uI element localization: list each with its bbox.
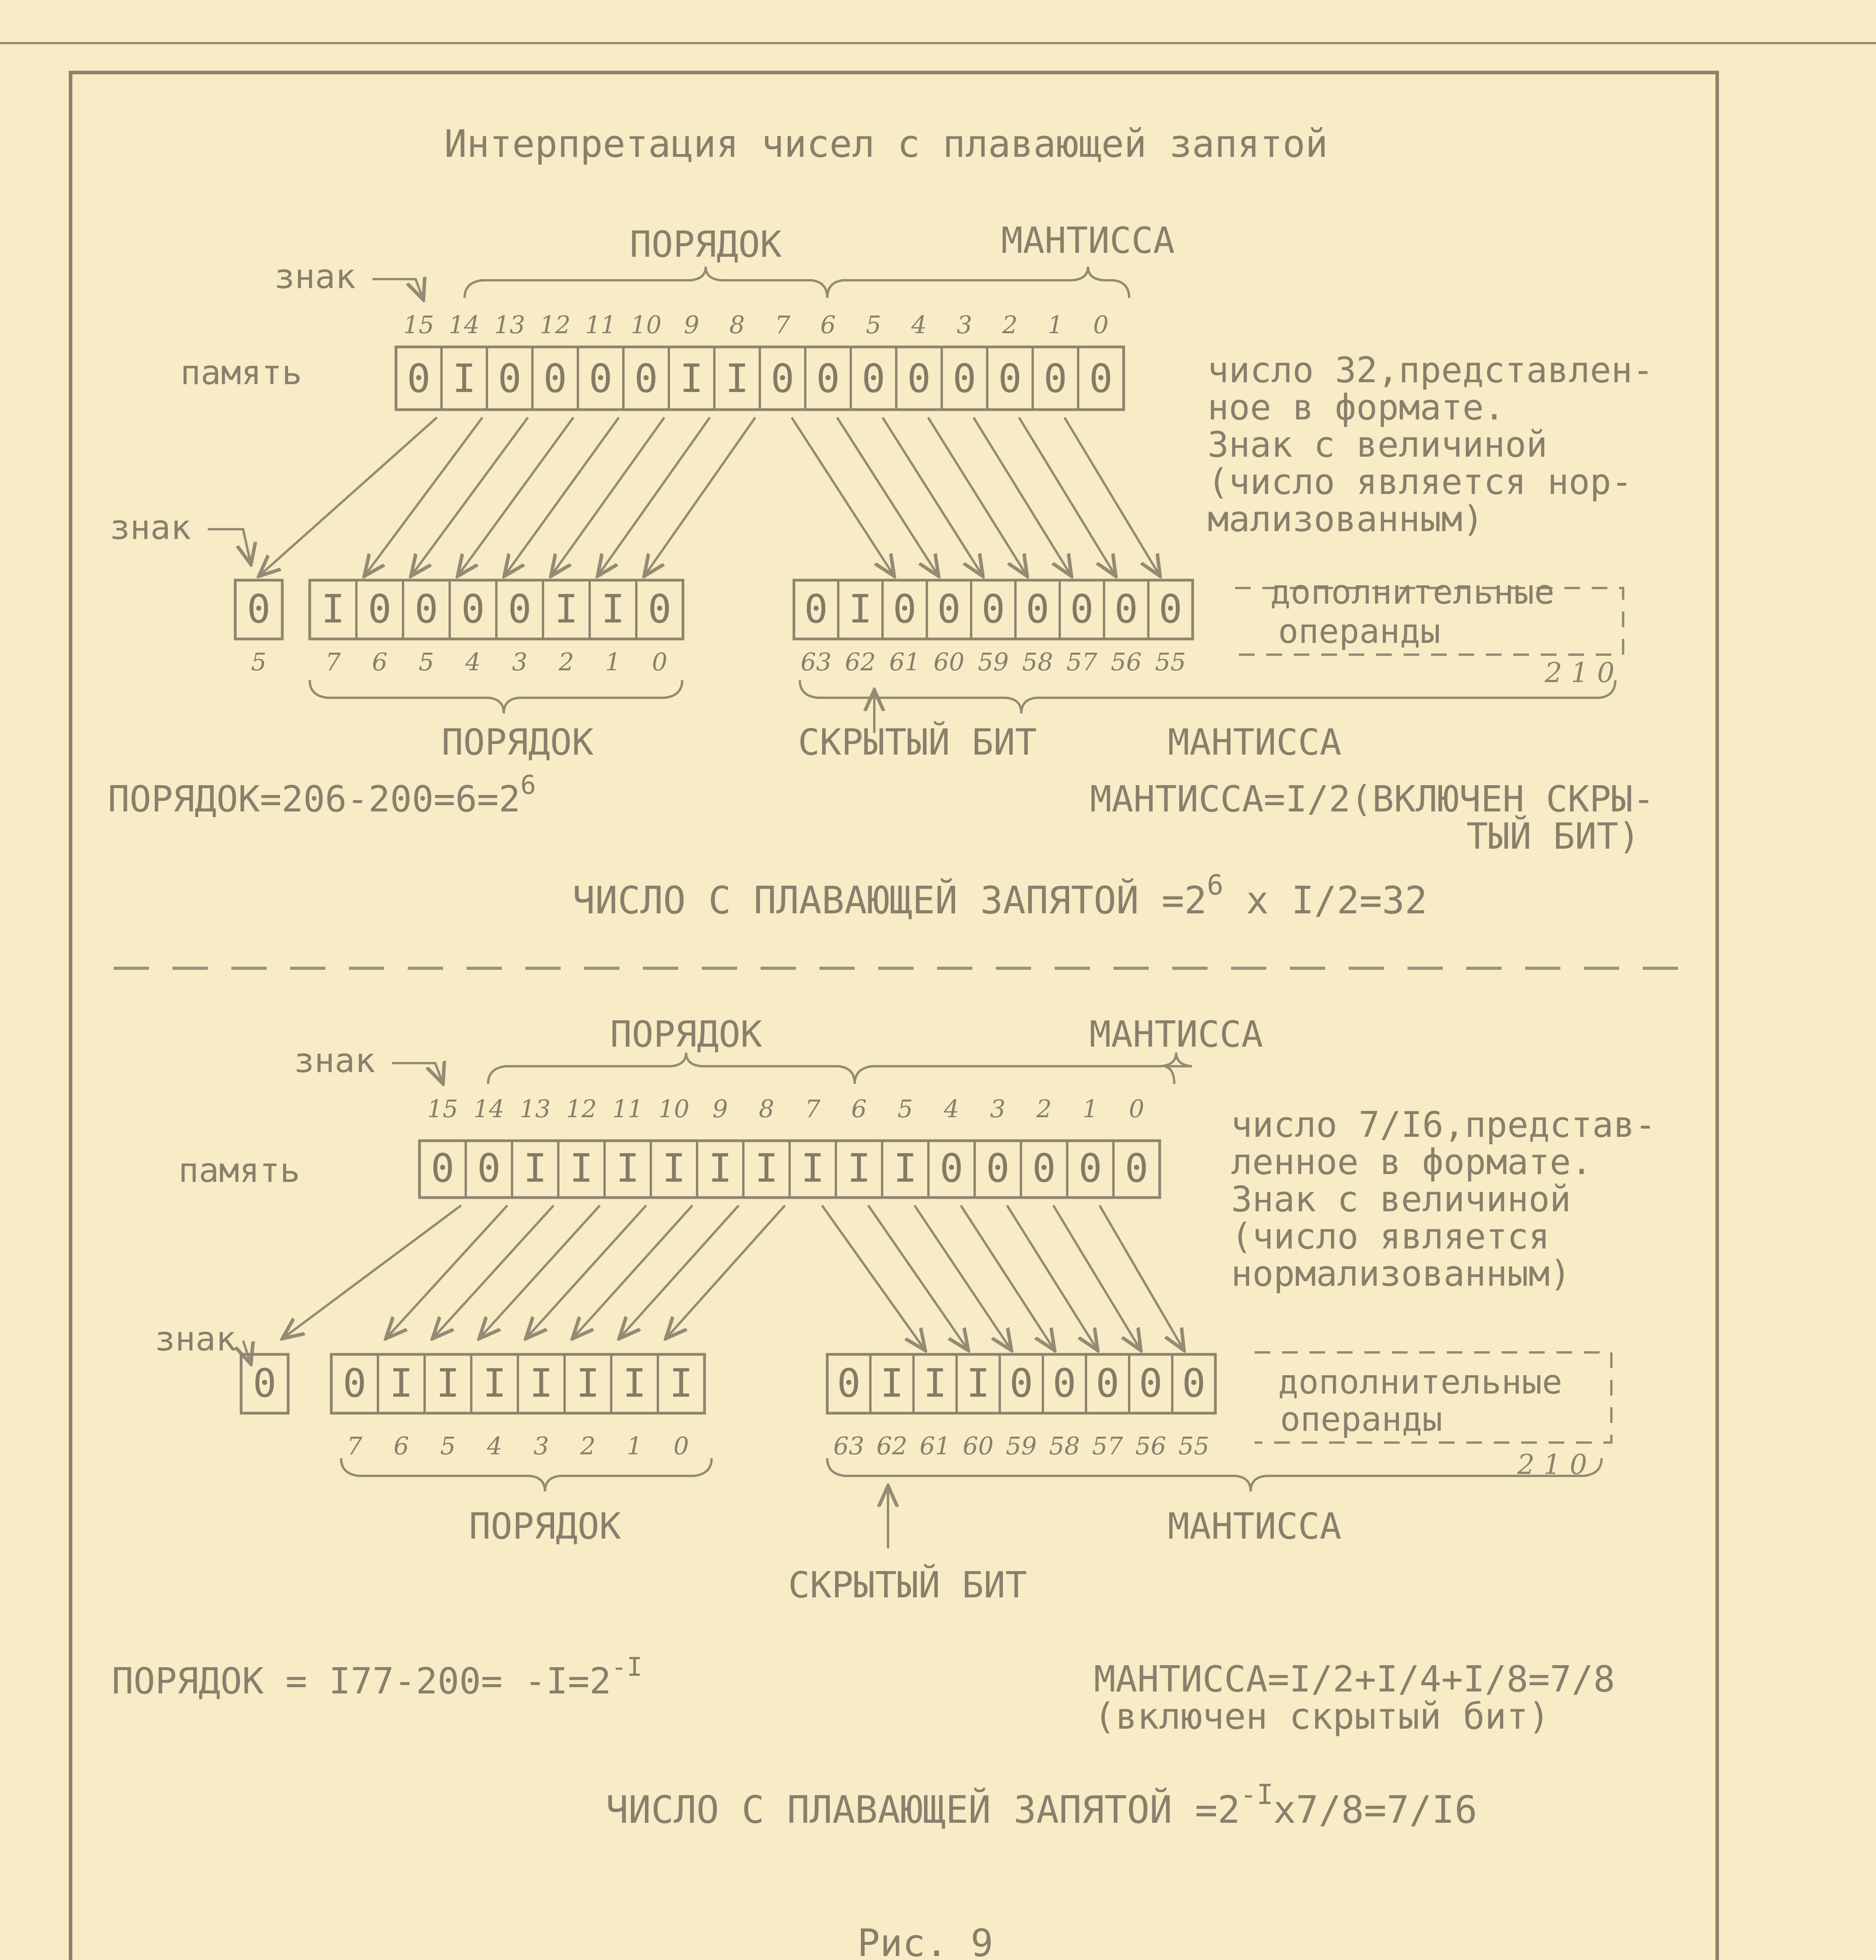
ex2-mantissa-bit: I xyxy=(923,1360,947,1406)
ex2-exponent-bit-number: 3 xyxy=(533,1432,549,1460)
ex2-hidden-bit-label: СКРЫТЫЙ БИТ xyxy=(788,1564,1027,1606)
ex2-desc-line1: число 7/I6,представ- xyxy=(1231,1104,1656,1145)
ex2-memory-bit-number: 13 xyxy=(519,1094,551,1123)
ex1-memory-bit: 0 xyxy=(588,356,613,402)
ex2-mapping-arrow xyxy=(915,1205,1012,1350)
ex1-mapping-arrow xyxy=(504,417,619,576)
ex1-desc-line5: мализованным) xyxy=(1208,499,1484,540)
ex1-mantissa-bit-number: 63 xyxy=(801,648,832,676)
ex1-memory-bit-number: 0 xyxy=(1093,310,1109,339)
ex2-mantissa-bit-number: 61 xyxy=(919,1432,951,1460)
ex2-memory-bit-number: 8 xyxy=(759,1094,774,1123)
ex1-exponent-brace-top xyxy=(465,267,827,298)
ex1-memory-bit-number: 8 xyxy=(729,310,745,339)
ex1-mantissa-label-bottom: МАНТИССА xyxy=(1168,721,1342,763)
ex1-desc-line1: число 32,представлен- xyxy=(1208,350,1654,391)
ex2-mantissa-bit: 0 xyxy=(1182,1360,1206,1406)
ex1-mapping-arrow xyxy=(259,417,437,576)
ex2-desc-line4: (число является xyxy=(1231,1216,1550,1257)
ex2-memory-bit: I xyxy=(662,1145,686,1191)
ex1-mantissa-bit-number: 56 xyxy=(1111,648,1142,676)
ex2-exponent-register xyxy=(331,1354,705,1413)
ex1-desc-line4: (число является нор- xyxy=(1208,461,1633,503)
ex1-memory-bit-number: 10 xyxy=(630,310,662,339)
ex2-mantissa-bit-number: 58 xyxy=(1049,1432,1080,1460)
ex2-mantissa-bit-number: 62 xyxy=(876,1432,908,1460)
ex2-mantissa-bit-number: 60 xyxy=(963,1432,994,1460)
ex2-result: ЧИСЛО С ПЛАВАЮЩЕЙ ЗАПЯТОЙ $=2^{-I}x7/8=7/I6$ xyxy=(606,1779,1477,1832)
ex1-mantissa-register xyxy=(794,580,1193,639)
ex2-mapping-arrow xyxy=(619,1205,739,1339)
ex2-mantissa-bit-number: 55 xyxy=(1178,1432,1210,1460)
ex1-memory-bit-number: 1 xyxy=(1048,310,1063,339)
ex2-exponent-bit: I xyxy=(576,1360,600,1406)
ex1-mantissa-bit-number: 58 xyxy=(1022,648,1053,676)
ex2-exponent-bit: I xyxy=(436,1360,460,1406)
ex2-mapping-arrow xyxy=(282,1205,461,1339)
ex1-memory-bit-number: 6 xyxy=(820,310,836,339)
ex1-mantissa-bit-number: 55 xyxy=(1155,648,1186,676)
ex2-extra-bit-numbers: 2 1 0 xyxy=(1517,1448,1587,1481)
ex1-memory-register xyxy=(396,347,1124,410)
ex2-mantissa-bit: I xyxy=(966,1360,990,1406)
ex1-memory-bit-number: 15 xyxy=(403,310,434,339)
ex2-description xyxy=(1231,1104,1656,1294)
ex2-mantissa-bit: 0 xyxy=(1139,1360,1163,1406)
ex1-exponent-bit-number: 6 xyxy=(372,648,388,676)
ex2-memory-bit-number: 0 xyxy=(1129,1094,1144,1123)
ex2-exponent-bit: I xyxy=(483,1360,507,1406)
ex2-desc-line3: Знак с величиной xyxy=(1231,1179,1571,1220)
ex1-extra-bit-numbers: 2 1 0 xyxy=(1545,657,1615,689)
ex1-memory-bit-number: 5 xyxy=(866,310,881,339)
ex2-memory-bit: 0 xyxy=(1124,1145,1149,1191)
ex1-mapping-arrow xyxy=(597,417,710,576)
ex1-memory-bit-number: 11 xyxy=(585,310,616,339)
ex1-extra-operands-line2: операнды xyxy=(1278,612,1441,651)
ex1-mantissa-formula-line2: ТЫЙ БИТ) xyxy=(1466,815,1640,857)
ex1-desc-line2: ное в формате. xyxy=(1208,387,1505,428)
ex1-mapping-arrow xyxy=(792,417,894,576)
ex1-exponent-bit: 0 xyxy=(368,586,392,632)
ex1-mapping-arrow xyxy=(973,417,1071,576)
ex2-memory-bit: I xyxy=(847,1145,871,1191)
ex1-memory-bit: 0 xyxy=(770,356,795,402)
ex2-mantissa-brace-top xyxy=(855,1053,1192,1084)
ex2-mantissa-formula-line2: (включен скрытый бит) xyxy=(1094,1695,1550,1737)
ex2-exponent-brace-top xyxy=(488,1053,855,1084)
ex1-mantissa-bit: 0 xyxy=(937,586,961,632)
ex1-memory-bit: I xyxy=(725,356,749,402)
ex2-sign-register xyxy=(241,1354,288,1413)
ex1-memory-bit: 0 xyxy=(498,356,522,402)
page-title: Интерпретация чисел с плавающей запятой xyxy=(444,122,1328,166)
ex2-memory-bit-number: 10 xyxy=(658,1094,690,1123)
ex1-memory-bit: 0 xyxy=(816,356,840,402)
ex2-exponent-brace-bottom xyxy=(341,1458,712,1492)
ex1-result: ЧИСЛО С ПЛАВАЮЩЕЙ ЗАПЯТОЙ $=2^6$ x I/2=32 xyxy=(572,869,1427,922)
ex1-exponent-bit-number: 3 xyxy=(512,648,528,676)
ex2-memory-bit-number: 5 xyxy=(897,1094,913,1123)
ex1-exponent-register xyxy=(310,580,683,639)
ex1-memory-bit-number: 2 xyxy=(1002,310,1018,339)
ex1-desc-line3: Знак с величиной xyxy=(1208,424,1547,465)
figure-caption: Рис. 9 xyxy=(857,1921,993,1960)
ex1-mapping-arrow xyxy=(837,417,939,576)
ex1-mapping-arrow xyxy=(551,417,664,576)
ex1-sign-label-lower: знак xyxy=(110,508,191,547)
ex2-mapping-arrow xyxy=(1007,1205,1098,1350)
ex2-mapping-arrow xyxy=(526,1205,646,1339)
ex1-mantissa-bit-number: 60 xyxy=(933,648,964,676)
example1 xyxy=(108,220,1654,922)
ex1-exponent-bit: I xyxy=(554,586,578,632)
ex1-mapping-arrow xyxy=(644,417,755,576)
ex2-mapping-arrow xyxy=(1100,1205,1184,1350)
ex1-mapping-arrow xyxy=(1019,417,1116,576)
ex2-exponent-bit: I xyxy=(623,1360,647,1406)
ex1-memory-bit-number: 7 xyxy=(775,310,790,339)
ex1-exponent-bit: 0 xyxy=(414,586,438,632)
ex1-exponent-bit-number: 1 xyxy=(605,648,621,676)
ex2-desc-line2: ленное в формате. xyxy=(1231,1142,1593,1183)
ex1-exponent-bit: 0 xyxy=(508,586,532,632)
ex2-mantissa-bit: I xyxy=(880,1360,904,1406)
ex1-mantissa-bit: 0 xyxy=(981,586,1005,632)
ex2-exponent-bit-number: 5 xyxy=(440,1432,456,1460)
ex2-mapping-arrow xyxy=(479,1205,600,1339)
ex1-memory-bit: 0 xyxy=(861,356,886,402)
ex1-memory-bit-number: 4 xyxy=(911,310,927,339)
ex1-exponent-bit-number: 2 xyxy=(558,648,574,676)
ex2-memory-bit: 0 xyxy=(430,1145,455,1191)
ex2-mantissa-bit: 0 xyxy=(1009,1360,1033,1406)
ex1-memory-bit: 0 xyxy=(543,356,567,402)
ex1-memory-bit-numbers xyxy=(403,310,1109,339)
ex2-exponent-label-bottom: ПОРЯДОК xyxy=(469,1505,621,1547)
ex1-description xyxy=(1208,350,1654,540)
ex2-exponent-bit-number: 4 xyxy=(487,1432,503,1460)
ex1-exponent-bit-number: 0 xyxy=(652,648,668,676)
ex2-extra-operands-line1: дополнительные xyxy=(1278,1363,1562,1402)
ex1-memory-bit-number: 13 xyxy=(494,310,525,339)
example2 xyxy=(112,1013,1656,1832)
ex1-sign-bit-number: 5 xyxy=(251,648,267,676)
ex2-exponent-bit-number: 7 xyxy=(347,1432,363,1460)
ex2-memory-bit-number: 7 xyxy=(805,1094,821,1123)
ex1-mantissa-formula-line1: МАНТИССА=I/2(ВКЛЮЧЕН СКРЫ- xyxy=(1090,778,1655,820)
ex1-mantissa-brace-top xyxy=(827,267,1129,298)
ex2-memory-register xyxy=(420,1141,1160,1198)
ex2-memory-bit: I xyxy=(708,1145,732,1191)
ex2-mapping-arrow xyxy=(961,1205,1055,1350)
ex1-mapping-arrows xyxy=(259,417,1160,576)
ex2-extra-operands-line2: операнды xyxy=(1280,1400,1443,1439)
ex1-mantissa-label-top: МАНТИССА xyxy=(1001,220,1175,261)
ex2-sign-pointer-lower xyxy=(243,1341,251,1364)
ex2-mapping-arrows xyxy=(282,1205,1184,1350)
ex1-mapping-arrow xyxy=(928,417,1027,576)
ex1-memory-bit: I xyxy=(679,356,704,402)
ex2-exponent-label-top: ПОРЯДОК xyxy=(610,1013,762,1055)
ex2-exponent-formula: ПОРЯДОК = $I77-200= -I=2^{-I}$ xyxy=(112,1652,643,1702)
ex2-exponent-bit: I xyxy=(529,1360,553,1406)
ex2-sign-label: знак xyxy=(294,1041,376,1080)
ex1-memory-bit: 0 xyxy=(907,356,931,402)
ex2-exponent-bit: I xyxy=(669,1360,693,1406)
ex2-exponent-bit-number: 1 xyxy=(627,1432,643,1460)
ex1-exponent-bit: I xyxy=(321,586,345,632)
ex2-memory-bit: 0 xyxy=(986,1145,1010,1191)
ex1-memory-bit: 0 xyxy=(1043,356,1068,402)
ex1-sign-bit: 0 xyxy=(247,586,271,632)
ex1-mantissa-bit: 0 xyxy=(1070,586,1094,632)
ex2-mapping-arrow xyxy=(1053,1205,1141,1350)
ex1-memory-bit: 0 xyxy=(407,356,431,402)
ex1-mantissa-bit: 0 xyxy=(1114,586,1138,632)
ex2-exponent-bit-number: 6 xyxy=(393,1432,409,1460)
ex1-lower-bit-numbers xyxy=(251,648,1186,676)
ex1-exponent-label-top: ПОРЯДОК xyxy=(630,223,782,265)
ex2-sign-label-lower: знак xyxy=(155,1319,236,1359)
ex2-memory-bit: 0 xyxy=(1032,1145,1056,1191)
ex2-memory-bit: 0 xyxy=(477,1145,501,1191)
ex2-memory-bit: I xyxy=(569,1145,594,1191)
ex1-mantissa-bit: I xyxy=(848,586,872,632)
ex1-hidden-bit-label: СКРЫТЫЙ БИТ xyxy=(798,721,1037,763)
ex1-exponent-bit: 0 xyxy=(461,586,485,632)
ex2-mantissa-bit: 0 xyxy=(837,1360,861,1406)
ex1-exponent-label-bottom: ПОРЯДОК xyxy=(441,721,594,763)
ex1-sign-pointer xyxy=(372,279,423,300)
ex2-mantissa-register xyxy=(827,1354,1215,1413)
ex2-sign-bit: 0 xyxy=(252,1360,277,1406)
ex2-mapping-arrow xyxy=(572,1205,692,1339)
ex1-memory-bit: 0 xyxy=(952,356,977,402)
ex2-memory-bit-number: 4 xyxy=(944,1094,959,1123)
ex1-exponent-bit: I xyxy=(601,586,625,632)
ex1-exponent-bit-number: 5 xyxy=(418,648,434,676)
ex1-memory-bit: 0 xyxy=(634,356,658,402)
ex2-exponent-bit-number: 0 xyxy=(673,1432,689,1460)
ex2-sign-pointer xyxy=(392,1063,443,1084)
ex2-mantissa-bit-number: 59 xyxy=(1006,1432,1037,1460)
ex2-desc-line5: нормализованным) xyxy=(1231,1253,1571,1294)
ex1-sign-label: знак xyxy=(274,257,356,296)
ex2-mantissa-bit: 0 xyxy=(1095,1360,1120,1406)
ex2-memory-bit: I xyxy=(801,1145,825,1191)
ex2-exponent-bit: I xyxy=(389,1360,413,1406)
ex2-lower-bit-numbers xyxy=(347,1432,1210,1460)
ex1-memory-bit: 0 xyxy=(998,356,1022,402)
ex2-mapping-arrow xyxy=(822,1205,925,1350)
ex2-mapping-arrow xyxy=(666,1205,785,1339)
ex2-memory-bit-number: 9 xyxy=(712,1094,728,1123)
ex2-mantissa-label-bottom: МАНТИССА xyxy=(1168,1505,1342,1547)
ex2-mantissa-bit-number: 56 xyxy=(1135,1432,1166,1460)
ex1-sign-pointer-lower xyxy=(208,529,251,564)
ex2-memory-bit-number: 3 xyxy=(990,1094,1006,1123)
ex2-memory-bit: I xyxy=(754,1145,779,1191)
ex1-mapping-arrow xyxy=(411,417,528,576)
ex1-mapping-arrow xyxy=(364,417,482,576)
ex1-mantissa-bit: 0 xyxy=(893,586,917,632)
ex1-exponent-bit: 0 xyxy=(648,586,672,632)
ex2-memory-bit-numbers xyxy=(427,1094,1144,1123)
ex2-memory-bit: I xyxy=(893,1145,917,1191)
ex2-memory-bit-number: 15 xyxy=(427,1094,458,1123)
ex1-mantissa-bit-number: 62 xyxy=(845,648,876,676)
ex1-exponent-formula: $ПОРЯДОК=206-200=6=2^6$ xyxy=(108,770,536,820)
ex1-memory-bit-number: 9 xyxy=(684,310,699,339)
ex1-exponent-bit-number: 7 xyxy=(325,648,341,676)
ex1-memory-bit-number: 3 xyxy=(957,310,972,339)
ex2-mantissa-brace-bottom xyxy=(827,1458,1602,1492)
ex1-mantissa-bit: 0 xyxy=(1159,586,1182,632)
ex1-mantissa-brace-bottom xyxy=(800,680,1615,713)
ex2-mapping-arrow xyxy=(868,1205,968,1350)
ex2-memory-bit-number: 11 xyxy=(612,1094,643,1123)
ex2-mapping-arrow xyxy=(386,1205,507,1339)
ex1-mapping-arrow xyxy=(458,417,573,576)
ex1-memory-bit: 0 xyxy=(1089,356,1113,402)
ex2-mapping-arrow xyxy=(432,1205,554,1339)
ex1-mantissa-bit-number: 59 xyxy=(978,648,1009,676)
ex1-mantissa-bit: 0 xyxy=(804,586,828,632)
ex2-memory-bit: 0 xyxy=(1078,1145,1102,1191)
ex2-mantissa-label-top: МАНТИССА xyxy=(1089,1013,1263,1055)
ex1-exponent-brace-bottom xyxy=(310,680,682,713)
ex1-mantissa-bit: 0 xyxy=(1026,586,1050,632)
ex2-memory-bit-number: 2 xyxy=(1036,1094,1052,1123)
ex2-memory-bit: 0 xyxy=(939,1145,964,1191)
ex1-memory-label: память xyxy=(180,353,302,392)
ex2-mantissa-formula-line1: МАНТИССА=I/2+I/4+I/8=7/8 xyxy=(1094,1658,1615,1700)
ex2-memory-bit: I xyxy=(616,1145,640,1191)
ex2-mantissa-bit-number: 63 xyxy=(833,1432,864,1460)
ex2-memory-label: память xyxy=(178,1151,300,1190)
ex1-sign-register xyxy=(235,580,282,639)
ex1-memory-bit-number: 14 xyxy=(449,310,480,339)
ex1-mapping-arrow xyxy=(1064,417,1160,576)
ex1-memory-bit: I xyxy=(452,356,476,402)
ex2-memory-bit-number: 1 xyxy=(1082,1094,1098,1123)
ex2-exponent-bit: 0 xyxy=(343,1360,367,1406)
ex2-memory-bit-number: 14 xyxy=(473,1094,505,1123)
ex1-mantissa-bit-number: 57 xyxy=(1066,648,1097,676)
ex2-mantissa-bit: 0 xyxy=(1052,1360,1077,1406)
ex2-exponent-bit-number: 2 xyxy=(580,1432,596,1460)
ex1-extra-operands-line1: дополнительные xyxy=(1270,573,1555,612)
ex1-memory-bit-number: 12 xyxy=(539,310,571,339)
ex2-mantissa-bit-number: 57 xyxy=(1092,1432,1123,1460)
ex2-memory-bit-number: 12 xyxy=(566,1094,597,1123)
ex1-mapping-arrow xyxy=(883,417,983,576)
ex2-memory-bit: I xyxy=(523,1145,547,1191)
ex1-mantissa-bit-number: 61 xyxy=(889,648,920,676)
ex1-exponent-bit-number: 4 xyxy=(465,648,481,676)
ex2-memory-bit-number: 6 xyxy=(851,1094,867,1123)
